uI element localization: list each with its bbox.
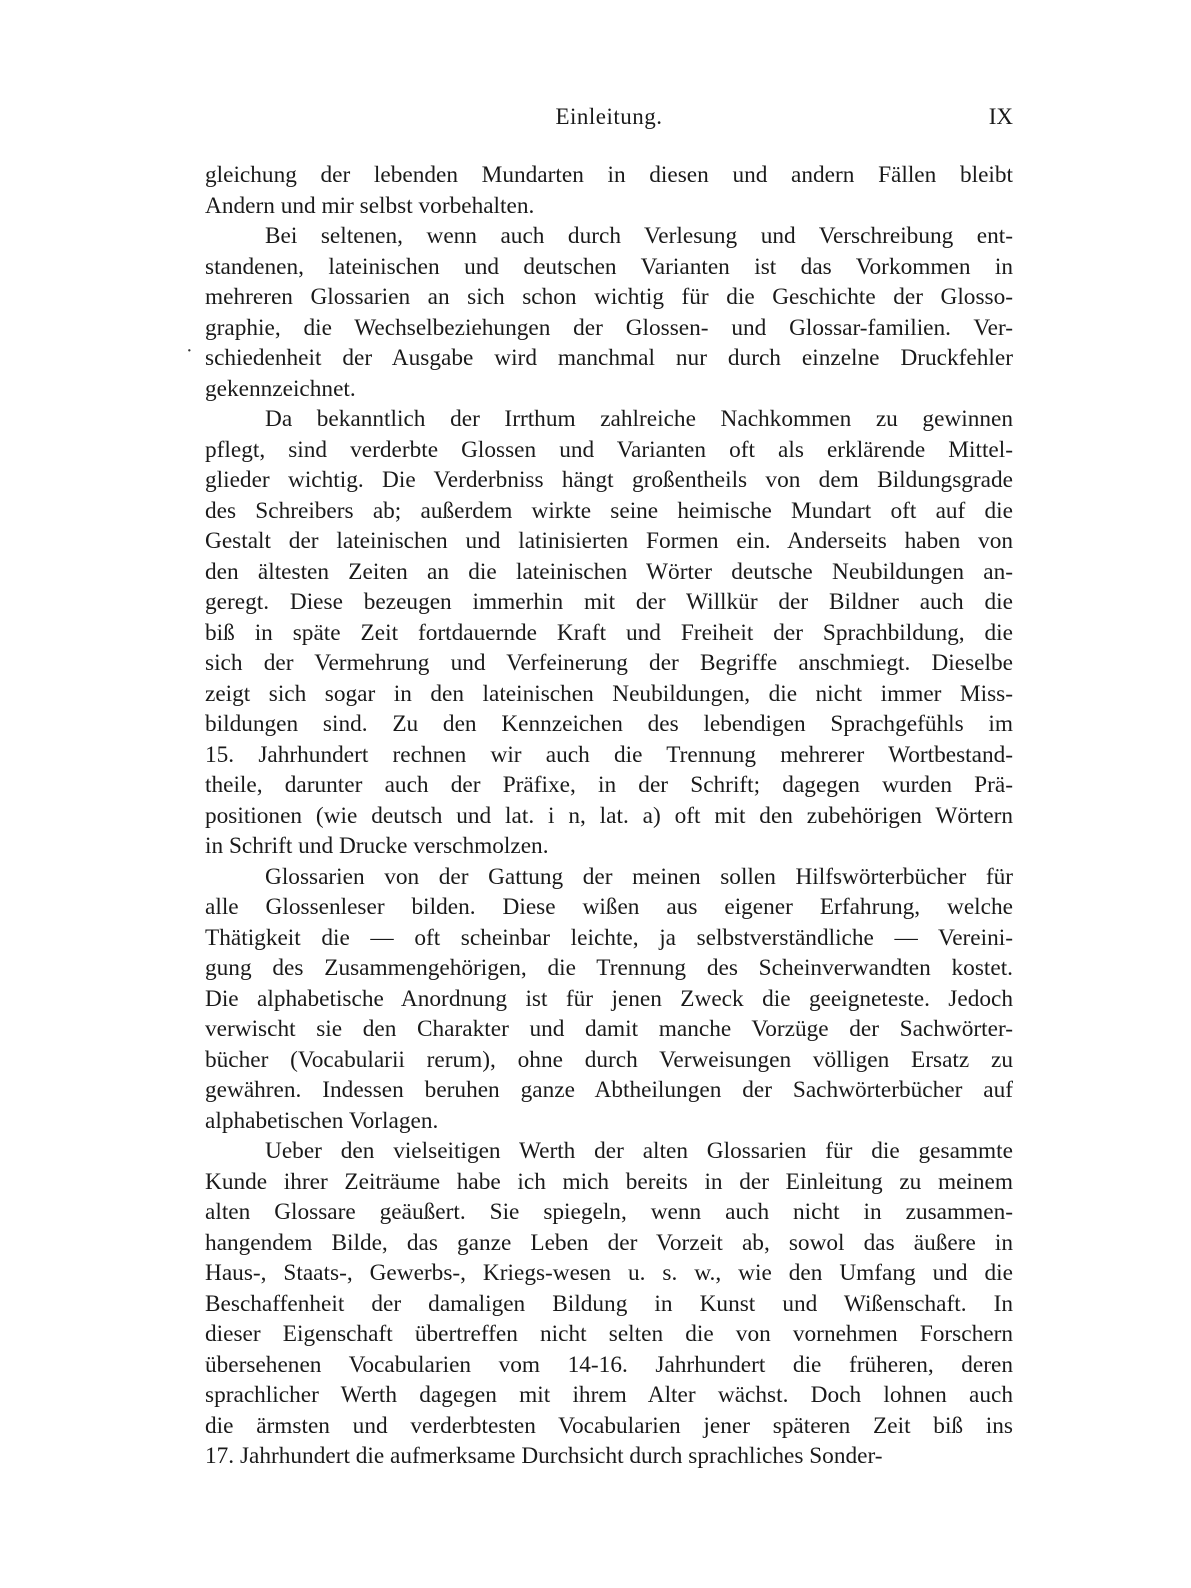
text-line: in Schrift und Drucke verschmolzen. (205, 833, 549, 859)
text-line: übersehenen Vocabularien vom 14-16. Jahrhundert die früheren, deren (205, 1351, 1013, 1378)
text-line: biß in späte Zeit fortdauernde Kraft und Freiheit der Sprachbildung, die (205, 619, 1013, 646)
text-line: Die alphabetische Anordnung ist für jenen Zweck die geeigneteste. Jedoch (205, 985, 1013, 1012)
text-line: gekennzeichnet. (205, 375, 356, 402)
text-line: glieder wichtig. Die Verderbniss hängt großentheils von dem Bildungsgrade (205, 467, 1013, 493)
paragraph (205, 1136, 1013, 1472)
paragraph (205, 160, 1013, 221)
text-line: schiedenheit der Ausgabe wird manchmal nur durch einzelne Druckfehler (205, 345, 1013, 371)
margin-mark: · (186, 340, 193, 362)
text-line: positionen (wie deutsch und lat. i n, lat. a) oft mit den zubehörigen Wörtern (205, 802, 1013, 829)
text-line: bücher (Vocabularii rerum), ohne durch Verweisungen völligen Ersatz zu (205, 1046, 1013, 1073)
text-line: Haus-, Staats-, Gewerbs-, Kriegs-wesen u. s. w., wie den Umfang und die (205, 1260, 1013, 1286)
text-line: theile, darunter auch der Präfixe, in der Schrift; dagegen wurden Prä- (205, 772, 1013, 798)
text-line: zeigt sich sogar in den lateinischen Neubildungen, die nicht immer Miss- (205, 680, 1013, 707)
text-line: dieser Eigenschaft übertreffen nicht selten die von vornehmen Forschern (205, 1321, 1013, 1347)
text-line: Da bekanntlich der Irrthum zahlreiche Nachkommen zu gewinnen (265, 406, 1013, 432)
page-number: IX (988, 104, 1013, 129)
text-line: den ältesten Zeiten an die lateinischen Wörter deutsche Neubildungen an- (205, 558, 1013, 585)
text-line: alphabetischen Vorlagen. (205, 1107, 439, 1134)
page-header (205, 104, 1013, 138)
text-line: Ueber den vielseitigen Werth der alten Glossarien für die gesammte (265, 1138, 1013, 1164)
text-line: mehreren Glossarien an sich schon wichtig für die Geschichte der Glosso- (205, 284, 1013, 310)
text-line: alten Glossare geäußert. Sie spiegeln, wenn auch nicht in zusammen- (205, 1199, 1013, 1225)
text-line: 15. Jahrhundert rechnen wir auch die Trennung mehrerer Wortbestand- (205, 741, 1013, 768)
text-line: Thätigkeit die — oft scheinbar leichte, ja selbstverständliche — Vereini- (205, 924, 1013, 951)
text-line: gleichung der lebenden Mundarten in diesen und andern Fällen bleibt (205, 162, 1013, 188)
text-line: 17. Jahrhundert die aufmerksame Durchsicht durch sprachliches Sonder- (205, 1443, 883, 1469)
text-line: pflegt, sind verderbte Glossen und Varianten oft als erklärende Mittel- (205, 436, 1013, 463)
text-line: alle Glossenleser bilden. Diese wißen aus eigener Erfahrung, welche (205, 894, 1013, 920)
text-line: sprachlicher Werth dagegen mit ihrem Alter wächst. Doch lohnen auch (205, 1382, 1013, 1408)
paragraph (205, 221, 1013, 404)
body-text (205, 160, 1013, 1472)
text-line: verwischt sie den Charakter und damit manche Vorzüge der Sachwörter- (205, 1016, 1013, 1042)
text-line: standenen, lateinischen und deutschen Varianten ist das Vorkommen in (205, 253, 1013, 280)
text-line: hangendem Bilde, das ganze Leben der Vorzeit ab, sowol das äußere in (205, 1229, 1013, 1256)
text-line: bildungen sind. Zu den Kennzeichen des lebendigen Sprachgefühls im (205, 711, 1013, 737)
text-line: sich der Vermehrung und Verfeinerung der Begriffe anschmiegt. Dieselbe (205, 650, 1013, 676)
text-line: gewähren. Indessen beruhen ganze Abtheilungen der Sachwörterbücher auf (205, 1077, 1013, 1103)
paragraph (205, 404, 1013, 862)
text-line: die ärmsten und verderbtesten Vocabularien jener späteren Zeit biß ins (205, 1412, 1013, 1439)
text-line: Glossarien von der Gattung der meinen sollen Hilfswörterbücher für (265, 863, 1013, 890)
text-line: Beschaffenheit der damaligen Bildung in Kunst und Wißenschaft. In (205, 1290, 1013, 1317)
text-line: Gestalt der lateinischen und latinisierten Formen ein. Anderseits haben von (205, 528, 1013, 554)
text-line: des Schreibers ab; außerdem wirkte seine heimische Mundart oft auf die (205, 497, 1013, 524)
text-line: gung des Zusammengehörigen, die Trennung des Scheinverwandten kostet. (205, 955, 1013, 981)
text-line: geregt. Diese bezeugen immerhin mit der Willkür der Bildner auch die (205, 589, 1013, 615)
paragraph (205, 862, 1013, 1137)
text-line: Bei seltenen, wenn auch durch Verlesung und Verschreibung ent- (265, 223, 1013, 249)
text-line: graphie, die Wechselbeziehungen der Glossen- und Glossar-familien. Ver- (205, 314, 1013, 341)
running-title: Einleitung. (555, 104, 663, 129)
text-line: Kunde ihrer Zeiträume habe ich mich bereits in der Einleitung zu meinem (205, 1168, 1013, 1195)
text-line: Andern und mir selbst vorbehalten. (205, 192, 535, 219)
